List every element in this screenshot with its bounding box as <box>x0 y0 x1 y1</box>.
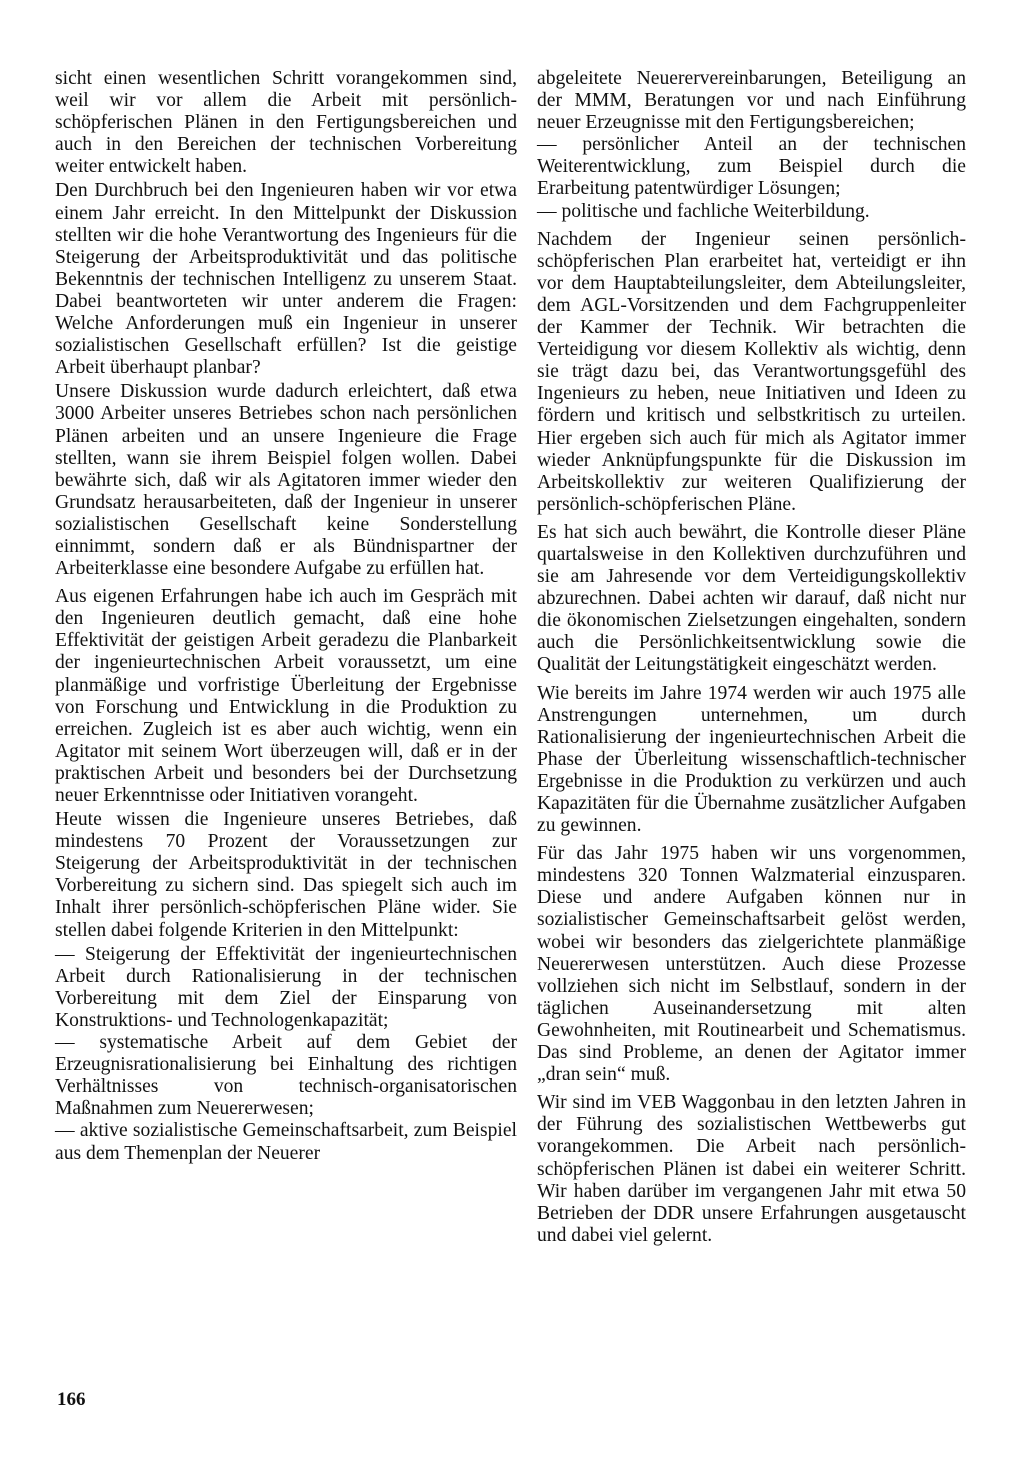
list-item: — politische und fachliche Weiterbildung. <box>537 200 870 222</box>
paragraph: Heute wissen die Ingenieure unseres Betriebes, daß mindestens 70 Prozent der Voraussetzungen zur Steigerung der Arbeitsproduktivität in der technischen Vorbereitung zu sichern sind. Das spiegelt sich auch im Inhalt ihrer persönlich-schöpferischen Pläne wider. Sie stellen dabei folgende Kriterien in den Mittelpunkt: <box>55 809 517 941</box>
paragraph: Den Durchbruch bei den Ingenieuren haben wir vor etwa einem Jahr erreicht. In den Mittelpunkt der Diskussion stellten wir die hohe Verantwortung des Ingenieurs für die Steigerung der Arbeitsproduktivität und das politische Bekenntnis der technischen Intelligenz zu unserem Staat. Dabei beantworteten wir unter anderem die Fragen: Welche Anforderungen muß ein Ingenieur in unserer sozialistischen Gesellschaft erfüllen? Ist die geistige Arbeit überhaupt planbar? <box>55 180 517 379</box>
paragraph: Für das Jahr 1975 haben wir uns vorgenommen, mindestens 320 Tonnen Walzmaterial einzusparen. Diese und andere Aufgaben können nur in sozialistischer Gemeinschaftsarbeit gelöst werden, wobei wir besonders das zielgerichtete planmäßige Neuererwesen unterstützen. Auch diese Prozesse vollziehen sich nicht im Selbstlauf, sondern in der täglichen Auseinandersetzung mit alten Gewohnheiten, mit Routinearbeit und Schematismus. Das sind Probleme, an denen der Agitator immer „dran sein“ muß. <box>537 843 966 1086</box>
list-item: — systematische Arbeit auf dem Gebiet der Erzeugnisrationalisierung bei Einhaltung des richtigen Verhältnisses von technisch-organisatorischen Maßnahmen zum Neuererwesen; <box>55 1032 517 1120</box>
list-item: — persönlicher Anteil an der technischen Weiterentwicklung, zum Beispiel durch die Erarbeitung patentwürdiger Lösungen; <box>537 134 966 200</box>
page-number: 166 <box>57 1389 86 1410</box>
list-item: — aktive sozialistische Gemeinschaftsarbeit, zum Beispiel aus dem Themenplan der Neuerer <box>55 1120 517 1164</box>
right-text-column <box>537 68 966 1249</box>
paragraph: Aus eigenen Erfahrungen habe ich auch im Gespräch mit den Ingenieuren deutlich gemacht, daß eine hohe Effektivität der geistigen Arbeit geradezu die Planbarkeit der ingenieurtechnischen Arbeit voraussetzt, um eine planmäßige und vorfristige Überleitung der Ergebnisse von Forschung und Entwicklung in die Produktion zu erreichen. Zugleich ist es aber auch wichtig, wenn ein Agitator mit seinem Wort überzeugen will, daß er in der praktischen Arbeit und besonders bei der Durchsetzung neuer Erkenntnisse oder Initiativen vorangeht. <box>55 586 517 806</box>
paragraph: Es hat sich auch bewährt, die Kontrolle dieser Pläne quartalsweise in den Kollektiven durchzuführen und sie am Jahresende vor dem Verteidigungskollektiv abzurechnen. Dabei achten wir darauf, daß nicht nur die ökonomischen Zielsetzungen eingehalten, sondern auch die Persönlichkeitsentwicklung sowie die Qualität der Leitungstätigkeit eingeschätzt werden. <box>537 521 966 676</box>
paragraph: Wir sind im VEB Waggonbau in den letzten Jahren in der Führung des sozialistischen Wettbewerbs gut vorangekommen. Die Arbeit nach persönlich-schöpferischen Plänen ist dabei ein weiterer Schritt. Wir haben darüber im vergangenen Jahr mit etwa 50 Betrieben der DDR unsere Erfahrungen ausgetauscht und dabei viel gelernt. <box>537 1092 966 1246</box>
paragraph: Unsere Diskussion wurde dadurch erleichtert, daß etwa 3000 Arbeiter unseres Betriebes schon nach persönlichen Plänen arbeiten und an unsere Ingenieure die Frage stellten, wann sie ihrem Beispiel folgen wollen. Dabei bewährte sich, daß wir als Agitatoren immer wieder den Grundsatz herausarbeiteten, daß der Ingenieur in unserer sozialistischen Gesellschaft keine Sonderstellung einnimmt, sondern daß er als Bündnispartner der Arbeiterklasse eine besondere Aufgabe zu erfüllen hat. <box>55 381 517 580</box>
paragraph: sicht einen wesentlichen Schritt vorangekommen sind, weil wir vor allem die Arbeit mit persönlich-schöpferischen Plänen in den Fertigungsbereichen und auch in den Bereichen der technischen Vorbereitung weiter entwickelt haben. <box>55 68 517 178</box>
list-item: — Steigerung der Effektivität der ingenieurtechnischen Arbeit durch Rationalisierung in der technischen Vorbereitung mit dem Ziel der Einsparung von Konstruktions- und Technologenkapazität; <box>55 943 517 1031</box>
paragraph: Wie bereits im Jahre 1974 werden wir auch 1975 alle Anstrengungen unternehmen, um durch Rationalisierung der ingenieurtechnischen Arbeit die Phase der Überleitung wissenschaftlich-technischer Ergebnisse in die Produktion zu verkürzen und auch Kapazitäten für die Übernahme zusätzlicher Aufgaben zu gewinnen. <box>537 682 966 837</box>
left-text-column <box>55 68 517 1165</box>
list-item: abgeleitete Neuerervereinbarungen, Beteiligung an der MMM, Beratungen vor und nach Einführung neuer Erzeugnisse mit den Fertigungsbereichen; <box>537 68 966 134</box>
paragraph: Nachdem der Ingenieur seinen persönlich-schöpferischen Plan erarbeitet hat, verteidigt er ihn vor dem Hauptabteilungsleiter, dem Abteilungsleiter, dem AGL-Vorsitzenden und dem Fachgruppenleiter der Kammer der Technik. Wir betrachten die Verteidigung vor diesem Kollektiv als wichtig, denn sie trägt dazu bei, das Verantwortungsgefühl des Ingenieurs zu heben, neue Initiativen und Ideen zu fördern und kritisch und selbstkritisch zu urteilen. Hier ergeben sich auch für mich als Agitator immer wieder Anknüpfungspunkte für die Diskussion im Arbeitskollektiv zur weiteren Qualifizierung der persönlich-schöpferischen Pläne. <box>537 228 966 515</box>
